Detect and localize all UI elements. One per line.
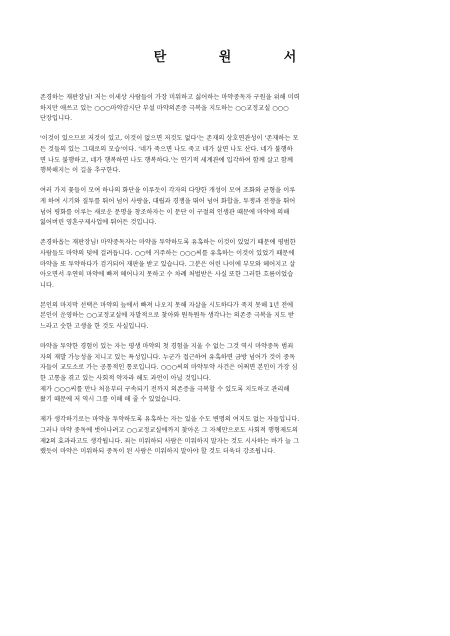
paragraph-line: 제가 ○○○씨를 만나 처음부터 구속되기 전까지 의존증을 극복할 수 있도록 지도하고 관리해 (40, 385, 290, 393)
paragraph-line: 단장입니다. (40, 115, 73, 123)
paragraph-line: 랬듯이 마약은 미워하되 중독이 된 사람은 미워하지 말아야 할 것도 더욱더 강조됩니다. (40, 448, 276, 456)
paragraph-line: 본인이 운영하는 ○○교정교실에 자발적으로 찾아와 뭔득뭔득 생각나는 의존증 극복을 지도 받 (40, 312, 295, 320)
paragraph-line: 그러나 마약 중독에 벗어나려고 ○○교정교실에까지 찾아온 그 자체만으로도 사회적 행형제도의 (40, 427, 299, 434)
paragraph-line: 한 고통을 겪고 있는 사회적 약자라 해도 과언이 아닐 것입니다. (40, 375, 211, 383)
paragraph-line: 자의 재발 가능성을 지니고 있는 특성입니다. 누군가 접근하여 유혹하면 금방 넘어가 것이 중독 (40, 353, 296, 361)
paragraph-line: 여러 가지 꽃들이 모여 하나의 화단을 이루듯이 각자의 다양한 개성이 모여 조화와 균형을 이루 (40, 187, 296, 195)
paragraph-line: 마약을 또 투약하다가 검거되어 재판을 받고 있습니다. 그분은 어린 나이에 부모와 헤어지고 살 (40, 260, 296, 268)
body-paragraph (40, 301, 414, 333)
paragraph-line: 넘어 평화를 이루는 새로운 문명을 창조하자는 이 문단 이 구절의 인생관 때문에 마약에 의해 (40, 208, 290, 216)
body-paragraph (40, 186, 414, 228)
paragraph-line: 본인의 마지막 선택은 마약의 늪에서 빠져 나오지 못해 자살을 시도하다가 죽지 못해 1년 전에 (40, 301, 294, 309)
paragraph-line: 든 것들의 있는 그대로의 모습'이다. '네가 죽으면 나도 죽고 네가 살면 나도 산다. 네가 불행하 (40, 145, 293, 153)
paragraph-line: 제2의 효과라고도 생각됩니다. 죄는 미워하되 사람은 미워하지 말자는 것도 시사하는 바가 늘 그 (40, 437, 300, 445)
paragraph-line: 왔기 때문에 저 역시 그를 이해 해 줄 수 있었습니다. (40, 396, 181, 404)
paragraph-line: 니다. (40, 281, 55, 289)
paragraph-line: 제가 생각하기로는 마약을 투약하도록 유혹하는 자는 있을 수도 변명의 여지도 없는 자들입니다. (40, 416, 300, 424)
paragraph-line: 잃어버린 영혼구제사업에 뛰어든 것입니다. (40, 219, 157, 227)
paragraph-line: 느라고 숫한 고생을 한 것도 사실입니다. (40, 323, 149, 331)
body-paragraph (40, 93, 414, 125)
paragraph-line: 면 나도 불행하고, 네가 행복하면 나도 행복하다.'는 연기적 세계관에 입각하여 함께 살고 함께 (40, 156, 293, 164)
paragraph-line: 존경하옵는 재판장님! 마약중독자는 마약을 투약하도록 유혹하는 이것이 있었기 때문에 평범한 (40, 239, 296, 247)
paragraph-line: 마약을 투약한 경험이 있는 자는 평생 마약의 첫 경험을 지울 수 없는 그것 역시 마약중독 범죄 (40, 343, 294, 351)
paragraph-line: '이것이 있으므로 저것이 있고, 이것이 없으면 저것도 없다'는 존재의 상호연관성이 '존재하는 모 (40, 135, 299, 143)
paragraph-line: 사람들도 마약의 덫에 걸려듭니다. ○○에 거주하는 ○○○씨를 유혹하는 이것이 있었기 때문에 (40, 249, 295, 257)
body-paragraph (40, 342, 414, 406)
paragraph-line: 자들이 교도소로 가는 공통적인 통로입니다. ○○○씨의 마약투약 사건은 어쩌면 본인이 가장 심 (40, 364, 298, 372)
body-paragraph (40, 238, 414, 291)
document-body (40, 93, 414, 458)
body-paragraph (40, 134, 414, 176)
paragraph-line: 행복해지는 이 길을 추구한다. (40, 167, 121, 175)
paragraph-line: 아오면서 우연히 마약에 빠져 헤어나지 못하고 수 차례 처벌받은 사실 또한 그러한 흐름이었습 (40, 271, 294, 279)
paragraph-line: 게 하여 시기와 질투를 뛰어 넘어 사랑을, 대립과 경쟁을 뛰어 넘어 화합을, 투쟁과 전쟁을 뛰어 (40, 197, 296, 205)
document-title: 탄 원 서 (153, 50, 321, 65)
paragraph-line: 하지만 애쓰고 있는 ○○○마약감시단 부설 마약의존증 극복을 지도하는 ○○교정교실 ○○○ (40, 104, 289, 112)
paragraph-line: 존경하는 재판장님! 저는 이세상 사람들이 가장 미워하고 싫어하는 마약중독자 구원을 위해 미력 (40, 94, 300, 101)
body-paragraph (40, 415, 414, 457)
